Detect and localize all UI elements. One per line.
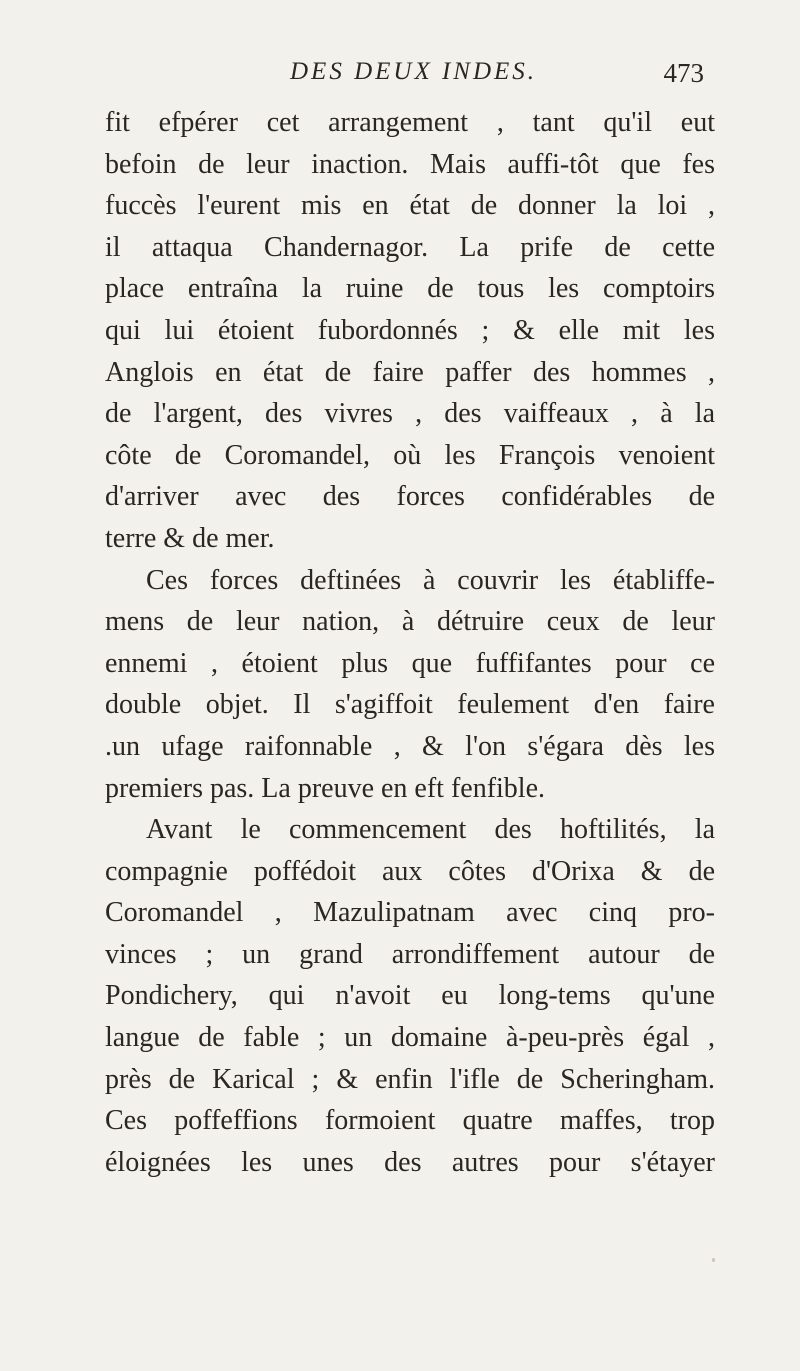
text-line-21: vinces ; un grand arrondiffement autour de [105,938,715,970]
text-line-2: befoin de leur inaction. Mais auffi-tôt que fes [105,148,715,180]
page-header [100,58,720,98]
text-line-22: Pondichery, qui n'avoit eu long-tems qu'une [105,980,715,1012]
text-line-9: côte de Coromandel, où les François venoient [105,439,715,471]
text-line-26: éloignées les unes des autres pour s'étayer [105,1146,715,1178]
text-line-13: mens de leur nation, à détruire ceux de leur [105,606,715,638]
text-line-5: place entraîna la ruine de tous les comptoirs [105,273,715,305]
text-line-11: terre & de mer. [105,522,275,554]
running-head: DES DEUX INDES. [290,58,538,85]
text-line-14: ennemi , étoient plus que fuffifantes pour ce [105,647,715,679]
text-line-24: près de Karical ; & enfin l'ifle de Scheringham. [105,1063,715,1095]
text-line-10: d'arriver avec des forces confidérables de [105,481,715,513]
text-line-19: compagnie poffédoit aux côtes d'Orixa & de [105,855,715,887]
page-number: 473 [663,58,704,88]
text-line-6: qui lui étoient fubordonnés ; & elle mit les [105,314,715,346]
text-line-8: de l'argent, des vivres , des vaiffeaux , à la [105,398,715,430]
text-line-12: Ces forces deftinées à couvrir les établiffe- [146,564,715,596]
paper-speck [712,1258,715,1262]
body-text [105,102,715,1183]
text-line-20: Coromandel , Mazulipatnam avec cinq pro- [105,897,715,929]
text-line-16: .un ufage raifonnable , & l'on s'égara dès les [105,730,715,762]
text-line-15: double objet. Il s'agiffoit feulement d'en faire [105,689,715,721]
text-line-18: Avant le commencement des hoftilités, la [146,814,715,846]
text-line-7: Anglois en état de faire paffer des hommes , [105,356,715,388]
text-line-23: langue de fable ; un domaine à-peu-près égal , [105,1022,715,1054]
text-line-17: premiers pas. La preuve en eft fenfible. [105,772,546,804]
text-line-4: il attaqua Chandernagor. La prife de cette [105,231,715,263]
text-line-1: fit efpérer cet arrangement , tant qu'il eut [105,107,715,138]
text-line-25: Ces poffeffions formoient quatre maffes, trop [105,1105,715,1137]
text-line-3: fuccès l'eurent mis en état de donner la loi , [105,190,715,222]
